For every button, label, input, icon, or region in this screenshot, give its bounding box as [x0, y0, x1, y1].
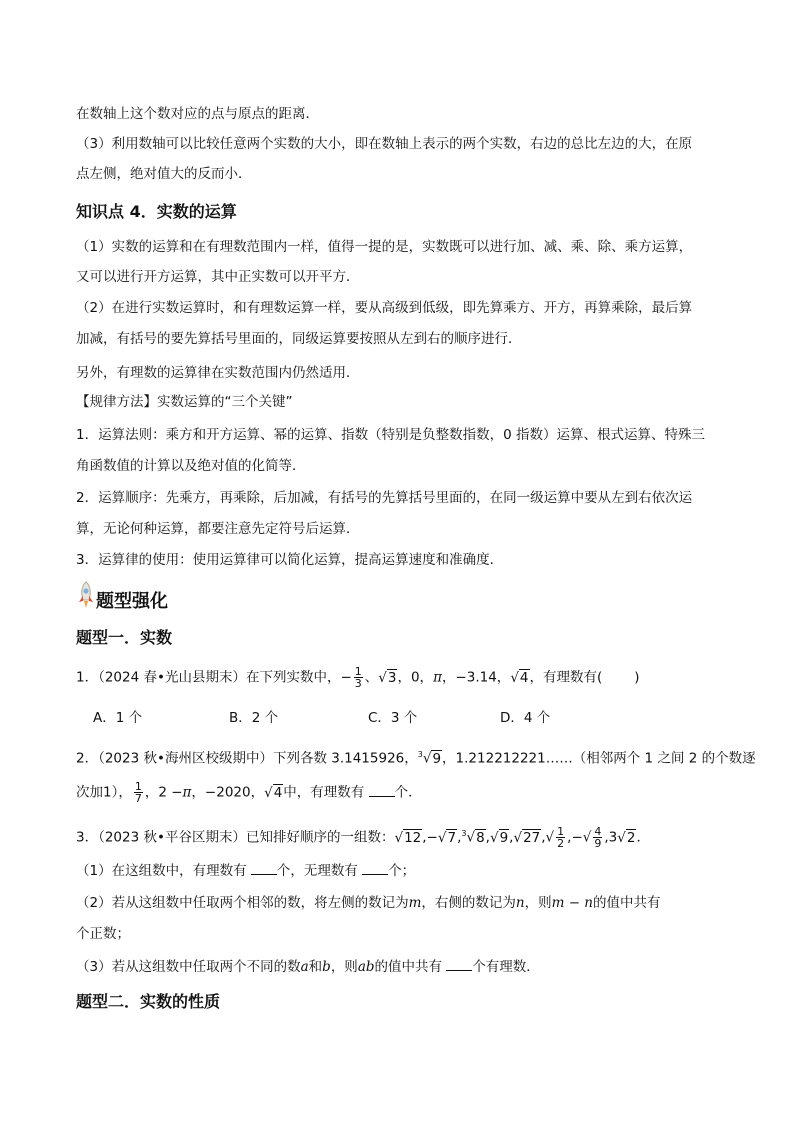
q3-cuberoot-8: $^3$√8: [461, 829, 485, 846]
q1-rest2: ，−3.14，: [441, 669, 511, 686]
kp4-p3: 另外，有理数的运算律在实数范围内仍然适用．: [76, 365, 360, 381]
q2-line2a: 次加1），: [76, 784, 132, 801]
q1-lead: 1．（2024 春•光山县期末）在下列实数中，: [76, 669, 341, 686]
q3-sqrt-9: √9: [489, 829, 509, 846]
q3-p1c: 个；: [388, 863, 416, 879]
q3-sqrt-12: √12: [394, 829, 422, 846]
method-1a: 1．运算法则：乘方和开方运算、幂的运算、指数（特别是负整数指数，0 指数）运算、根式运算、特殊三: [76, 427, 705, 443]
intro-line-3: 点左侧，绝对值大的反而小．: [76, 166, 252, 182]
q3-part-2: [76, 893, 661, 913]
q3-var-ab: ab: [357, 959, 375, 975]
section-title: 题型强化: [96, 591, 168, 612]
q3-p1a: （1）在这组数中，有理数有: [76, 863, 247, 879]
q3-line-1: 3．（2023 秋•平谷区期末）已知排好顺序的一组数：√12,−√7,$^3$√8,√9,√27,√ $\frac{1}{2}$ ,−√ $\frac{4}{9}$ ,3√2．: [76, 825, 650, 850]
q3-var-a: a: [300, 959, 309, 975]
q3-p2a: （2）若从这组数中任取两个相邻的数，将左侧的数记为: [76, 895, 409, 911]
kp4-p1b: 又可以进行开方运算，其中正实数可以开平方．: [76, 269, 360, 285]
q2-line2b: ，2 −: [144, 784, 183, 801]
q3-var-n: n: [515, 895, 525, 911]
q1-close: ): [634, 669, 640, 686]
q2-cuberoot-9: $^3$√9: [417, 750, 442, 767]
q1-minus: −: [340, 669, 352, 686]
kp4-title: 知识点 4．实数的运算: [76, 202, 237, 221]
kp4-p1a: （1）实数的运算和在有理数范围内一样，值得一提的是，实数既可以进行加、减、乘、除、乘方运算，: [76, 239, 693, 255]
q3-sqrt-four-ninths: √ $\frac{4}{9}$: [582, 825, 602, 850]
q3-and: 和: [308, 959, 323, 975]
q3-p2b: ，右侧的数记为: [421, 895, 516, 911]
q1-option-a[interactable]: A．1 个: [93, 710, 143, 726]
q2-line1b: ，1.212212221……（相邻两个 1 之间 2 的个数逐: [442, 750, 756, 767]
q3-p2c: ，则: [524, 895, 552, 911]
q1-fraction: [354, 666, 363, 689]
q3-coef-3: 3: [608, 829, 618, 846]
q1-line: 1．（2024 春•光山县期末）在下列实数中，− $\frac{1}{3}$ 、√3，0，π，−3.14，√4，有理数有( ): [76, 665, 640, 690]
q1-frac-num: 1: [354, 665, 362, 678]
q3-sqrt-27: √27: [513, 829, 541, 846]
q1-frac-den: 3: [354, 677, 362, 690]
q3-sqrt-2: √2: [617, 829, 636, 846]
q3-sqrt-half: √ $\frac{1}{2}$: [545, 825, 565, 850]
q1-option-c[interactable]: C．3 个: [368, 710, 418, 726]
method-title: 【规律方法】实数运算的“三个关键”: [76, 394, 293, 410]
q2-fraction: $\frac{1}{7}$: [134, 780, 142, 805]
method-2b: 算，无论何种运算，都要注意先定符号后运算．: [76, 521, 360, 537]
intro-line-1: 在数轴上这个数对应的点与原点的距离．: [76, 106, 319, 122]
q2-answer-blank[interactable]: [369, 784, 395, 797]
kp4-p2a: （2）在进行实数运算时，和有理数运算一样，要从高级到低级，即先算乘方、开方，再算乘除，最后算: [76, 300, 693, 316]
q3-blank-rational[interactable]: [251, 862, 277, 875]
q1-option-d[interactable]: D．4 个: [500, 710, 551, 726]
q2-line-2: [76, 781, 422, 804]
q3-p2e: 个正数；: [76, 926, 130, 942]
q3-p3c: 的值中共有: [374, 959, 443, 975]
q2-line2c: ，−2020，: [191, 784, 265, 801]
method-1b: 角函数值的计算以及绝对值的化简等．: [76, 458, 306, 474]
method-3: 3．运算律的使用：使用运算律可以简化运算，提高运算速度和准确度．: [76, 552, 504, 568]
q2-sqrt-4: √4: [264, 784, 283, 801]
q3-lead: 3．（2023 秋•平谷区期末）已知排好顺序的一组数：: [76, 829, 395, 846]
intro-line-2: （3）利用数轴可以比较任意两个实数的大小，即在数轴上表示的两个实数，右边的总比左边的大，在原: [76, 136, 693, 152]
q3-p3d: 个有理数．: [472, 959, 540, 975]
type1-title: 题型一．实数: [76, 628, 173, 647]
q1-pi: π: [433, 669, 442, 686]
q2-line1a: 2．（2023 秋•海州区校级期中）下列各数 3.1415926，: [76, 750, 418, 767]
q3-blank-irrational[interactable]: [362, 862, 388, 875]
q2-line2d: 中，有理数有: [283, 784, 365, 801]
q1-sqrt-4: √4: [510, 669, 529, 686]
q1-sqrt-3: √3: [378, 669, 397, 686]
q2-line2e: 个．: [394, 784, 422, 801]
kp4-p2b: 加减，有括号的要先算括号里面的，同级运算要按照从左到右的顺序进行．: [76, 331, 522, 347]
q3-part-2b: [76, 924, 130, 944]
q1-tail: ，有理数有(: [529, 669, 603, 686]
q3-part-3: [76, 957, 540, 977]
q3-sqrt-7: √7: [437, 829, 457, 846]
q1-rest: ，0，: [397, 669, 434, 686]
q3-var-m: m: [408, 895, 422, 911]
q3-p2d: 的值中共有: [593, 895, 661, 911]
q3-p1b: 个，无理数有: [276, 863, 358, 879]
q2-pi: π: [182, 784, 192, 801]
method-2a: 2．运算顺序：先乘方，再乘除，后加减，有括号的先算括号里面的，在同一级运算中要从左到右依次运: [76, 490, 693, 506]
q3-expr: m − n: [551, 895, 593, 911]
q1-option-b[interactable]: B．2 个: [229, 710, 279, 726]
q3-var-b: b: [322, 959, 331, 975]
q3-blank-product[interactable]: [446, 958, 472, 971]
q2-line-1: [76, 745, 756, 769]
q3-part-1: [76, 861, 415, 881]
q3-p3a: （3）若从这组数中任取两个不同的数: [76, 959, 301, 975]
q3-p3b: ，则: [330, 959, 358, 975]
rocket-icon: [76, 580, 96, 610]
type2-title: 题型二．实数的性质: [76, 992, 221, 1011]
